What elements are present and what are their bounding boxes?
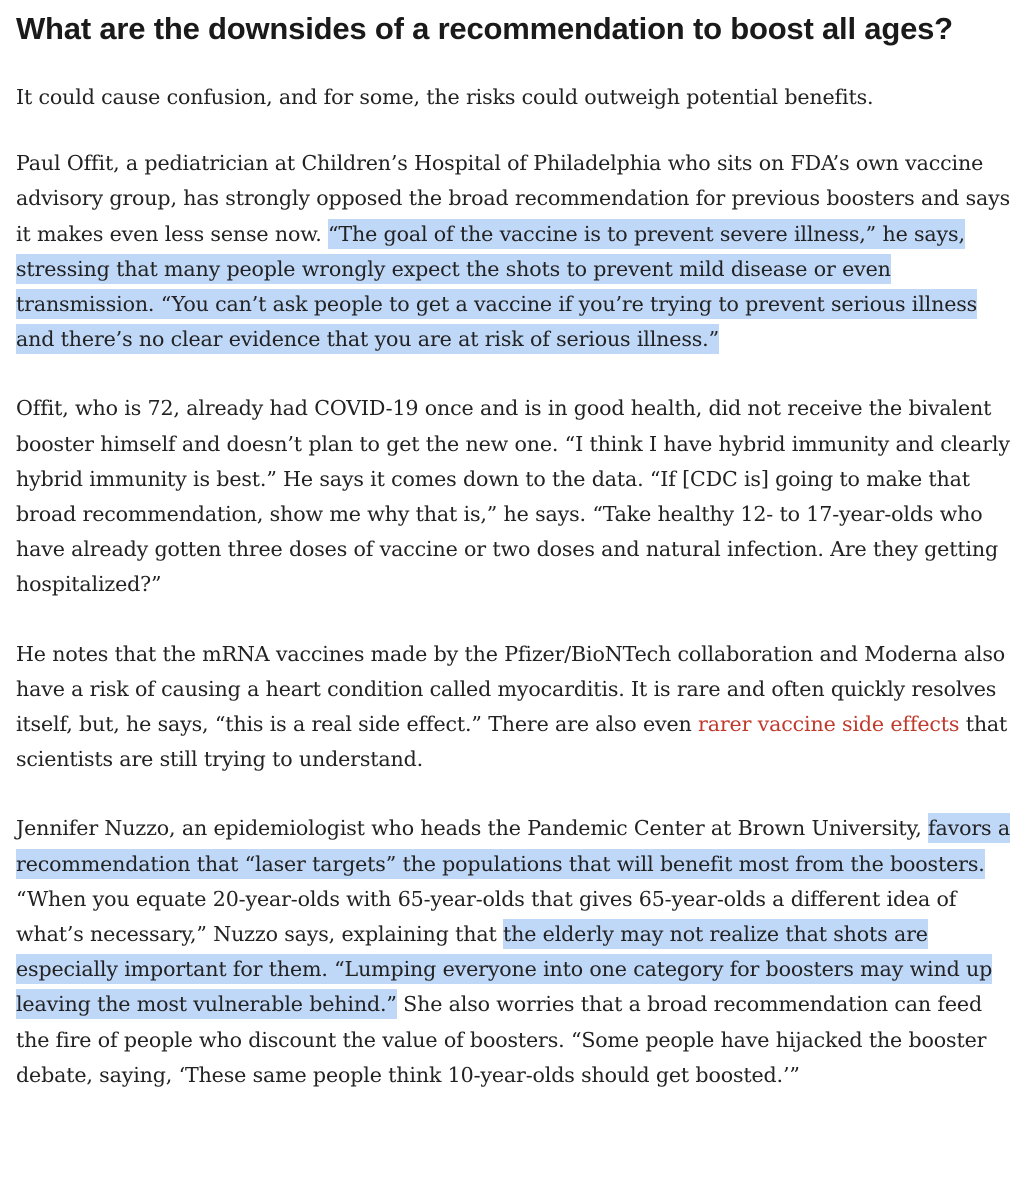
highlighted-quote-laser-targets[interactable]: favors a recommendation that “laser targets” the populations that will benefit most from the boosters.: [16, 813, 1010, 878]
paragraph-intro: [16, 80, 1018, 115]
article-body: [16, 0, 1018, 1093]
section-heading: What are the downsides of a recommendation to boost all ages?: [16, 11, 953, 46]
paragraph-intro-text: It could cause confusion, and for some, the risks could outweigh potential benefits.: [16, 85, 874, 109]
paragraph-nuzzo: [16, 811, 1018, 1093]
paragraph-myocarditis-text: He notes that the mRNA vaccines made by the Pfizer/BioNTech collaboration and Moderna also have a risk of causing a heart condition called myocarditis. It is rare and often quickly resolves itself, but, he says, “this is a real side effect.” There are also even: [16, 641, 1006, 737]
paragraph-offit-quote: [16, 146, 1018, 357]
highlighted-quote-elderly[interactable]: the elderly may not realize that shots are especially important for them. “Lumping everyone into one category for boosters may wind up leaving the most vulnerable behind.”: [16, 919, 992, 1019]
paragraph-nuzzo-text-a: Jennifer Nuzzo, an epidemiologist who heads the Pandemic Center at Brown University,: [16, 816, 928, 841]
highlighted-quote-offit[interactable]: “The goal of the vaccine is to prevent severe illness,” he says, stressing that many people wrongly expect the shots to prevent mild disease or even transmission. “You can’t ask people to get a vaccine if you’re trying to prevent serious illness and there’s no clear evidence that you are at risk of serious illness.”: [16, 219, 977, 355]
paragraph-offit-immunity: [16, 391, 1018, 602]
paragraph-myocarditis-text-end: that scientists are still trying to understand.: [16, 712, 1008, 772]
rarer-side-effects-link[interactable]: rarer vaccine side effects: [698, 712, 960, 737]
paragraph-offit-immunity-text: Offit, who is 72, already had COVID-19 once and is in good health, did not receive the bivalent booster himself and doesn’t plan to get the new one. “I think I have hybrid immunity and clearly hybrid immunity is best.” He says it comes down to the data. “If [CDC is] going to make that broad recommendation, show me why that is,” he says. “Take healthy 12- to 17-year-olds who have already gotten three doses of vaccine or two doses and natural infection. Are they getting hospitalized?”: [16, 396, 1010, 597]
paragraph-nuzzo-text-b: “When you equate 20-year-olds with 65-year-olds that gives 65-year-olds a different idea of what’s necessary,” Nuzzo says, explaining that: [16, 886, 957, 947]
paragraph-nuzzo-text-c: She also worries that a broad recommendation can feed the fire of people who discount the value of boosters. “Some people have hijacked the booster debate, saying, ‘These same people think 10-year-olds should get boosted.’”: [16, 992, 987, 1087]
paragraph-offit-text: Paul Offit, a pediatrician at Children’s Hospital of Philadelphia who sits on FDA’s own vaccine advisory group, has strongly opposed the broad recommendation for previous boosters and says it makes even less sense now.: [16, 151, 1011, 246]
paragraph-myocarditis: [16, 637, 1018, 778]
